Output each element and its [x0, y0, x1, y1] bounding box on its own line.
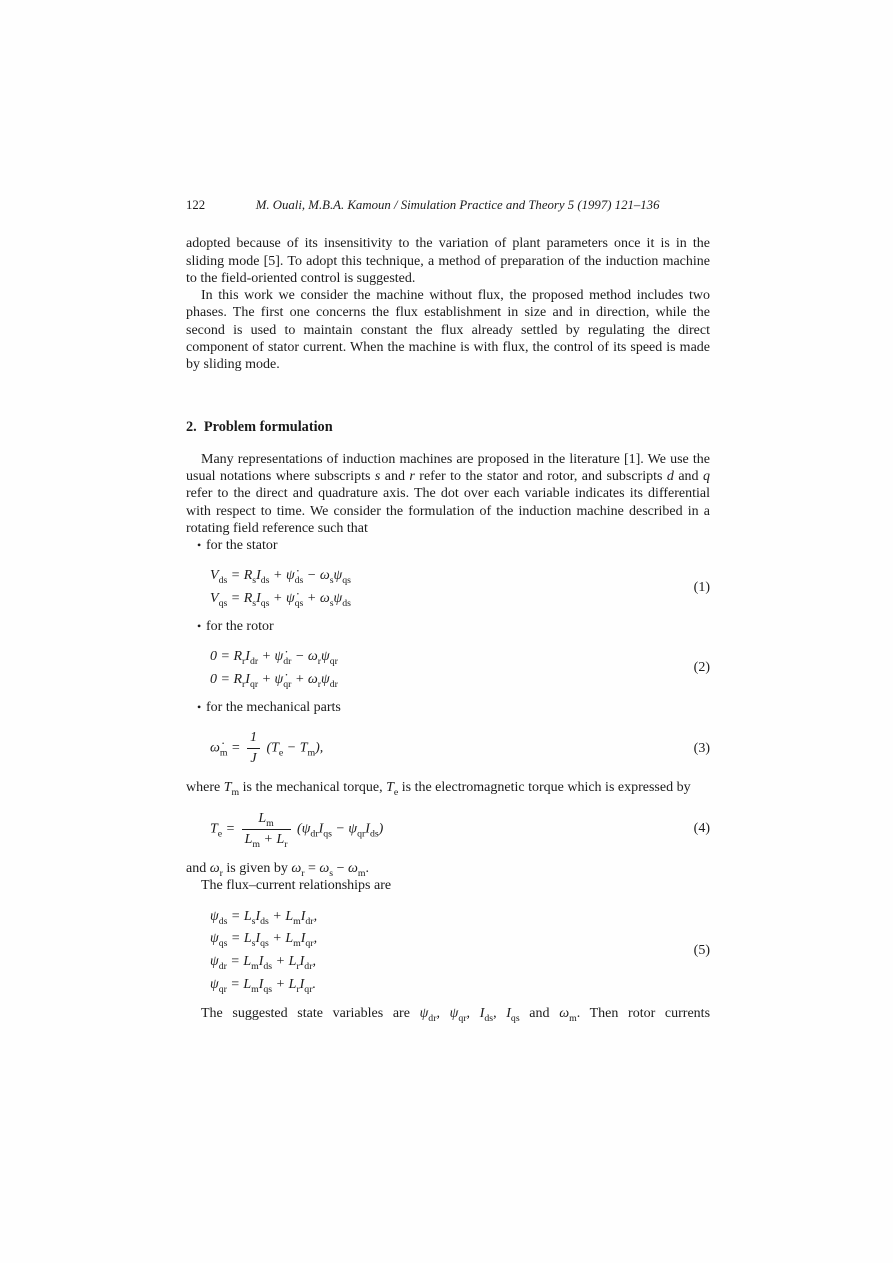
section-heading: 2. Problem formulation [186, 418, 333, 435]
paragraph-lead: Many representations of induction machines are proposed in the literature [1]. We use the usual notations where subscripts s and r refer to the stator and rotor, and subscripts d and q refer to the direct and quadrature axis. The dot over each variable indicates its differential with respect to time. We consider the formulation of the induction machine described in a rotating field reference such that [186, 451, 710, 536]
equation-line: $0 = R_rI_{dr}$ + $\psi̇_{dr} - \omega_r\psi_{qr}$ [210, 649, 338, 668]
equation-line: $T_e$ = $\frac{L_m}{L_m + L_r}$ $(\psi_{dr}I_{qs} - \psi_{qr}I_{ds})$ [210, 810, 384, 850]
equation-line: $V_{ds} = R_sI_{ds}$ + $\psi̇_{ds} - \omega_s\psi_{qs}$ [210, 568, 351, 587]
running-header [186, 197, 710, 214]
bullet-icon: • [197, 538, 202, 553]
equation-block-4 [186, 805, 710, 854]
equation-number: (5) [693, 942, 710, 958]
equation-number: (3) [693, 741, 710, 757]
equation-line: $V_{qs} = R_sI_{qs}$ + $\psi̇_{qs} + \omega_s\psi_{ds}$ [210, 590, 351, 609]
equation-block-3 [186, 724, 710, 773]
bullet-item-stator [186, 537, 710, 554]
paragraph-continuation: adopted because of its insensitivity to the variation of plant parameters once it is in the sliding mode [5]. To adopt this technique, a method of preparation of the induction machine to the field-oriented control is suggested. [186, 236, 710, 286]
paragraph-torque: where $T_m$ is the mechanical torque, $T_e$ is the electromagnetic torque which is expressed by [186, 780, 691, 799]
paragraph-overview: In this work we consider the machine without flux, the proposed method includes two phases. The first one concerns the flux establishment in size and in direction, while the second is used to maintain constant the flux already settled by regulating the direct component of stator current. When the machine is with flux, the control of its speed is made by sliding mode. [186, 288, 710, 373]
equation-number: (1) [693, 579, 710, 595]
equation-line: $\psi_{qr} = L_mI_{qs} + L_rI_{qr}$. [210, 977, 316, 995]
equation-line: $\psi_{ds} = L_sI_{ds} + L_mI_{dr}$, [210, 908, 318, 927]
bullet-label: for the mechanical parts [206, 699, 341, 715]
bullet-icon: • [197, 619, 202, 634]
bullet-label: for the stator [206, 538, 278, 554]
bullet-item-mechanical [186, 699, 710, 716]
equation-line: $0 = R_rI_{qr}$ + $\psi̇_{qr} + \omega_r\psi_{dr}$ [210, 671, 338, 690]
equation-block-5 [186, 902, 710, 999]
bullet-icon: • [197, 699, 202, 714]
equation-line: $\psi_{qs} = L_sI_{qs} + L_mI_{qr}$, [210, 931, 318, 950]
equation-number: (4) [693, 821, 710, 837]
equation-line: $\psi_{dr} = L_mI_{ds} + L_rI_{dr}$, [210, 954, 316, 973]
paragraph-flux-intro: The flux–current relationships are [201, 877, 392, 893]
equation-block-2 [186, 643, 710, 693]
page-content [186, 197, 710, 1022]
bullet-label: for the rotor [206, 619, 274, 635]
paragraph-state-variables: The suggested state variables are $\psi_{dr}$, $\psi_{qr}$, $I_{ds}$, $I_{qs}$ and $\omega_m$. Then rotor currents [201, 1005, 711, 1024]
page-number: 122 [186, 198, 206, 212]
running-title: M. Ouali, M.B.A. Kamoun / Simulation Practice and Theory 5 (1997) 121–136 [255, 198, 660, 212]
equation-number: (2) [693, 660, 710, 676]
bullet-item-rotor [186, 618, 710, 635]
paragraph-omega: and $\omega_r$ is given by $\omega_r = \omega_s - \omega_m$. [186, 860, 370, 879]
equation-block-1 [186, 562, 710, 612]
equation-line: $\omegȧ_m$ = $\frac{1}{J}$ $(T_e - T_m)$, [210, 730, 324, 767]
